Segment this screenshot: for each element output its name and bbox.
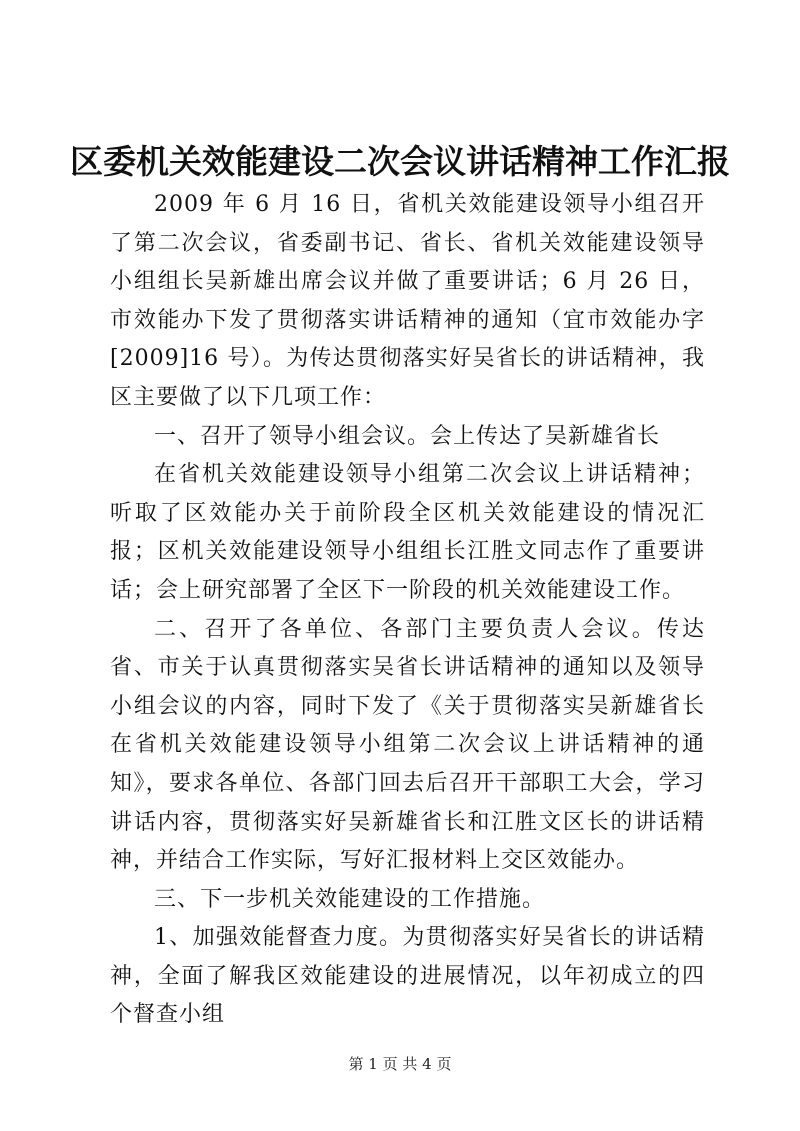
paragraph-section-3-heading: 三、下一步机关效能建设的工作措施。: [154, 886, 546, 912]
paragraph-section-1-heading: 一、召开了领导小组会议。会上传达了吴新雄省长: [154, 423, 661, 449]
paragraph-measure-1: 1、加强效能督查力度。为贯彻落实好吴省长的讲话精神，全面了解我区效能建设的进展情况，以年初成立的四个督查小组: [110, 925, 705, 1028]
document-body: [110, 186, 705, 1035]
paragraph-section-2: 二、召开了各单位、各部门主要负责人会议。传达省、市关于认真贯彻落实吴省长讲话精神的通知以及领导小组会议的内容，同时下发了《关于贯彻落实吴新雄省长在省机关效能建设领导小组第二次会议上讲话精神的通知》，要求各单位、各部门回去后召开干部职工大会，学习讲话内容，贯彻落实好吴新雄省长和江胜文区长的讲话精神，并结合工作实际，写好汇报材料上交区效能办。: [110, 616, 705, 874]
paragraph-intro: 2009 年 6 月 16 日，省机关效能建设领导小组召开了第二次会议，省委副书记、省长、省机关效能建设领导小组组长吴新雄出席会议并做了重要讲话；6 月 26 日，市效能办下发了贯彻落实讲话精神的通知（宜市效能办字[2009]16 号）。为传达贯彻落实好吴省长的讲话精神，我区主要做了以下几项工作：: [110, 192, 705, 410]
page-number-footer: 第 1 页 共 4 页: [348, 1055, 452, 1073]
document-title: 区委机关效能建设二次会议讲话精神工作汇报: [70, 142, 730, 181]
paragraph-section-1-body: 在省机关效能建设领导小组第二次会议上讲话精神；听取了区效能办关于前阶段全区机关效能建设的情况汇报；区机关效能建设领导小组组长江胜文同志作了重要讲话；会上研究部署了全区下一阶段的机关效能建设工作。: [110, 462, 705, 603]
